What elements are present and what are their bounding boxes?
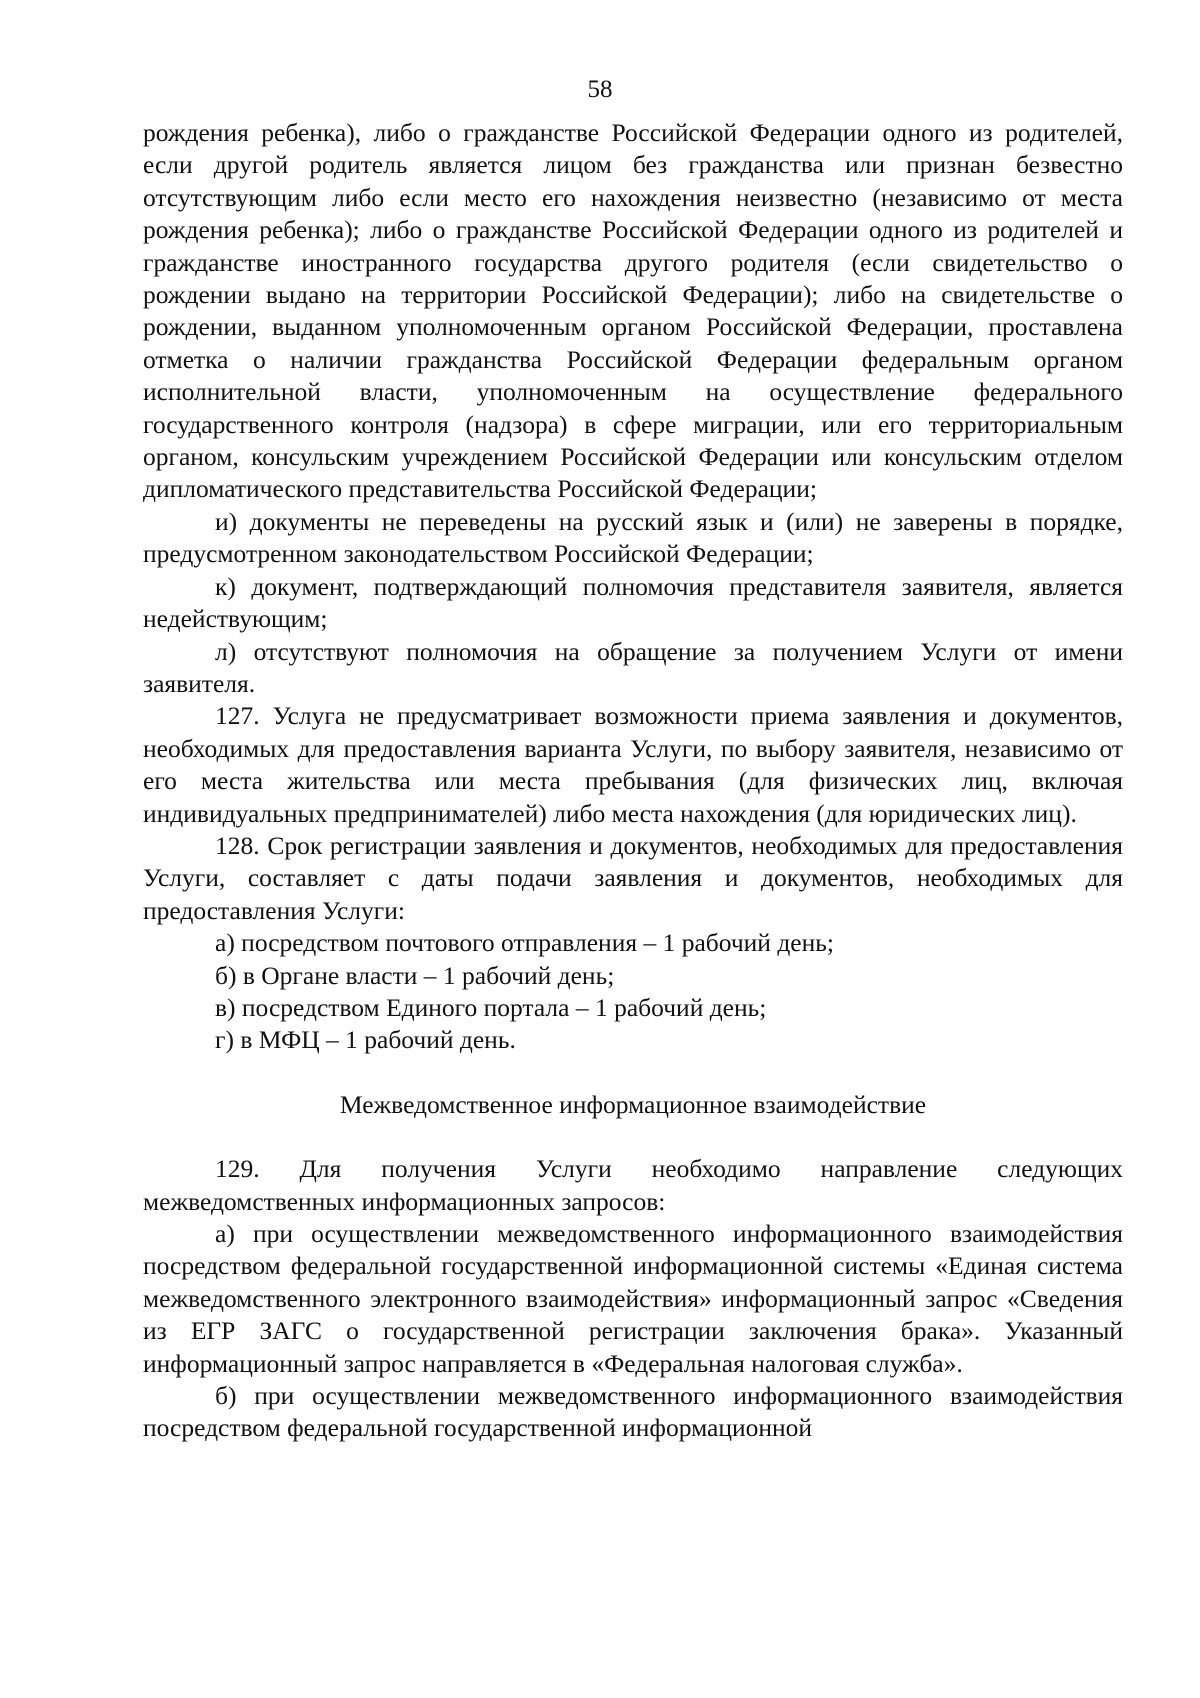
- paragraph-129: 129. Для получения Услуги необходимо направление следующих межведомственных информационных запросов:: [143, 1154, 1123, 1216]
- document-body: [143, 117, 1123, 1445]
- list-item-a: а) посредством почтового отправления – 1 рабочий день;: [215, 928, 834, 958]
- list-item-v: в) посредством Единого портала – 1 рабочий день;: [215, 992, 767, 1022]
- paragraph-127: 127. Услуга не предусматривает возможности приема заявления и документов, необходимых для предоставления варианта Услуги, по выбору заявителя, независимо от его места жительства или места пребывания (для физических лиц, включая индивидуальных предпринимателей) либо места нахождения (для юридических лиц).: [143, 701, 1123, 828]
- list-item-129-b: б) при осуществлении межведомственного информационного взаимодействия посредством федеральной государственной информационной: [143, 1381, 1123, 1443]
- section-heading: Межведомственное информационное взаимодействие: [339, 1089, 927, 1119]
- list-item-i: и) документы не переведены на русский язык и (или) не заверены в порядке, предусмотренном законодательством Российской Федерации;: [143, 506, 1123, 569]
- list-item-k: к) документ, подтверждающий полномочия представителя заявителя, является недействующим;: [143, 571, 1123, 634]
- page-number: 58: [587, 76, 613, 103]
- paragraph-continuation: рождения ребенка), либо о гражданстве Российской Федерации одного из родителей, если другой родитель является лицом без гражданства или признан безвестно отсутствующим либо если место его нахождения неизвестно (независимо от места рождения ребенка); либо о гражданстве Российской Федерации одного из родителей и гражданстве иностранного государства другого родителя (если свидетельство о рождении выдано на территории Российской Федерации); либо на свидетельстве о рождении, выданном уполномоченным органом Российской Федерации, проставлена отметка о наличии гражданства Российской Федерации федеральным органом исполнительной власти, уполномоченным на осуществление федерального государственного контроля (надзора) в сфере миграции, или его территориальным органом, консульским учреждением Российской Федерации или консульским отделом дипломатического представительства Российской Федерации;: [143, 118, 1123, 504]
- list-item-l: л) отсутствуют полномочия на обращение за получением Услуги от имени заявителя.: [143, 636, 1123, 698]
- list-item-g: г) в МФЦ – 1 рабочий день.: [215, 1025, 516, 1055]
- paragraph-128: 128. Срок регистрации заявления и документов, необходимых для предоставления Услуги, составляет с даты подачи заявления и документов, необходимых для предоставления Услуги:: [143, 830, 1123, 925]
- list-item-129-a: а) при осуществлении межведомственного информационного взаимодействия посредством федеральной государственной информационной системы «Единая система межведомственного электронного взаимодействия» информационный запрос «Сведения из ЕГР ЗАГС о государственной регистрации заключения брака». Указанный информационный запрос направляется в «Федеральная налоговая служба».: [143, 1219, 1123, 1378]
- list-item-b: б) в Органе власти – 1 рабочий день;: [215, 960, 615, 990]
